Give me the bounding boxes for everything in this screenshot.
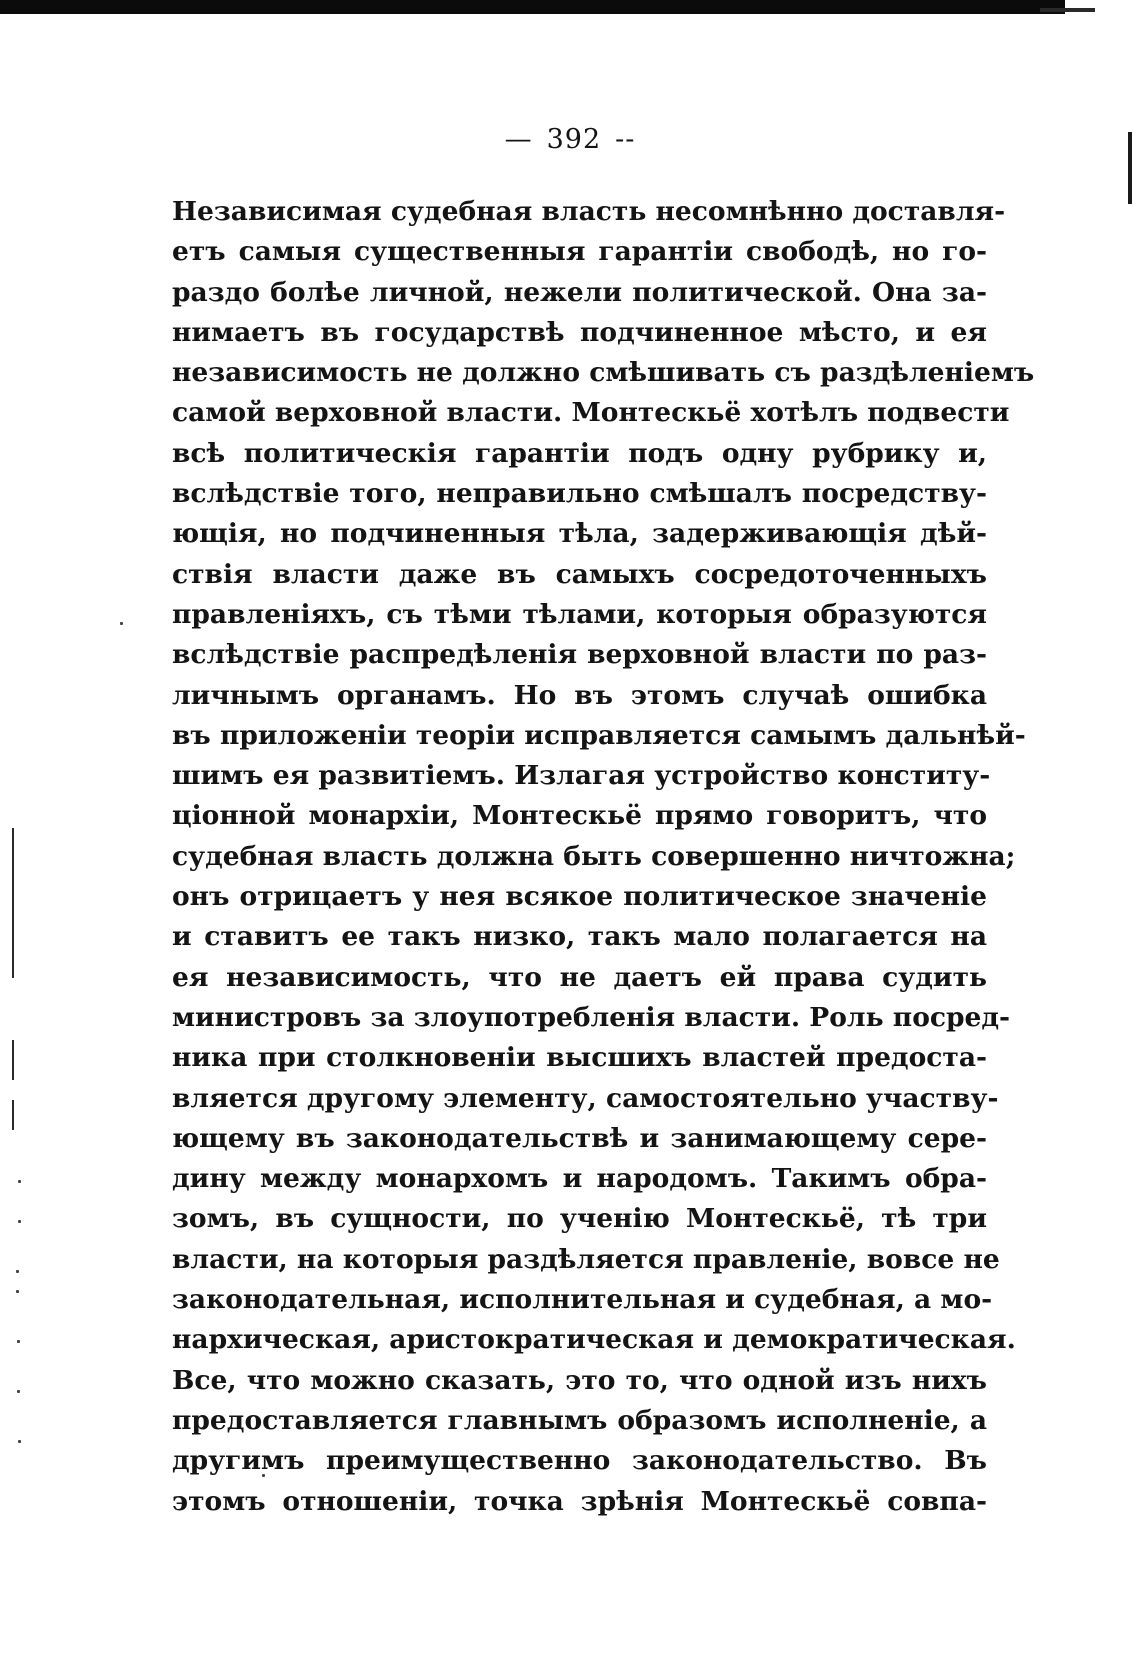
text-line: ствія власти даже въ самыхъ сосредоточенныхъ	[172, 558, 987, 590]
text-line: министровъ за злоупотребленія власти. Роль посред-	[172, 1001, 1011, 1033]
text-line: Все, что можно сказать, это то, что одной изъ нихъ	[172, 1364, 987, 1396]
text-line: судебная власть должна быть совершенно ничтожна;	[172, 840, 1016, 872]
text-line: ея независимость, что не даетъ ей права судить	[172, 961, 987, 993]
text-line: этомъ отношеніи, точка зрѣнія Монтескьё совпа-	[172, 1485, 987, 1517]
scan-left-edge-mark	[12, 1100, 14, 1130]
text-line: раздо болѣе личной, нежели политической. Она за-	[172, 276, 987, 308]
text-line: ника при столкновеніи высшихъ властей предоста-	[172, 1042, 987, 1074]
scan-speck	[17, 1390, 20, 1393]
text-line: въ приложеніи теоріи исправляется самымъ дальнѣй-	[172, 719, 1026, 751]
text-line: дину между монархомъ и народомъ. Такимъ обра-	[172, 1163, 987, 1195]
text-line: онъ отрицаетъ у нея всякое политическое значеніе	[172, 881, 987, 913]
text-line: независимость не должно смѣшивать съ раздѣленіемъ	[172, 357, 1035, 389]
text-line: Независимая судебная власть несомнѣнно доставля-	[172, 196, 1006, 227]
scan-speck	[18, 1180, 21, 1183]
text-line: вслѣдствіе того, неправильно смѣшалъ посредству-	[172, 478, 987, 510]
text-line: ющему въ законодательствѣ и занимающему сере-	[172, 1122, 987, 1154]
page-number: 392	[546, 124, 602, 155]
text-line: етъ самыя существенныя гарантіи свободѣ, но го-	[172, 236, 987, 268]
scan-speck	[18, 1220, 21, 1223]
scan-left-edge-mark	[12, 1040, 14, 1080]
scan-left-edge-mark	[12, 828, 14, 978]
text-line: личнымъ органамъ. Но въ этомъ случаѣ ошибка	[172, 679, 987, 711]
text-line: ціонной монархіи, Монтескьё прямо говоритъ, что	[172, 800, 987, 832]
scan-top-edge	[0, 0, 1065, 14]
body-text	[172, 192, 1035, 1522]
scan-top-edge-tail	[1040, 8, 1095, 12]
text-line: и ставитъ ее такъ низко, такъ мало полагается на	[172, 921, 987, 953]
text-line: власти, на которыя раздѣляется правленіе, вовсе не	[172, 1243, 1000, 1275]
text-line: всѣ политическія гарантіи подъ одну рубрику и,	[172, 437, 987, 469]
text-line: нимаетъ въ государствѣ подчиненное мѣсто, и ея	[172, 316, 987, 348]
scan-speck	[16, 1290, 19, 1293]
header-dash-right: --	[615, 124, 636, 155]
text-line: зомъ, въ сущности, по ученію Монтескьё, тѣ три	[172, 1203, 987, 1235]
scan-speck	[120, 622, 123, 625]
text-line: другимъ преимущественно законодательство. Въ	[172, 1445, 987, 1477]
page-header	[0, 124, 1140, 155]
text-line: нархическая, аристократическая и демократическая.	[172, 1324, 1016, 1356]
text-line: вляется другому элементу, самостоятельно участву-	[172, 1082, 999, 1114]
text-line: ющія, но подчиненныя тѣла, задерживающія дѣй-	[172, 518, 987, 550]
scan-speck	[18, 1440, 21, 1443]
scan-speck	[17, 1340, 20, 1343]
text-line: законодательная, исполнительная и судебная, а мо-	[172, 1284, 993, 1316]
scan-speck	[16, 1270, 19, 1273]
text-line: вслѣдствіе распредѣленія верховной власти по раз-	[172, 639, 987, 671]
text-line: шимъ ея развитіемъ. Излагая устройство конститу-	[172, 760, 991, 792]
text-line: предоставляется главнымъ образомъ исполненіе, а	[172, 1404, 987, 1436]
text-line: правленіяхъ, съ тѣми тѣлами, которыя образуются	[172, 598, 987, 630]
text-line: самой верховной власти. Монтескьё хотѣлъ подвести	[172, 397, 1010, 429]
header-dash-left: —	[504, 124, 533, 155]
